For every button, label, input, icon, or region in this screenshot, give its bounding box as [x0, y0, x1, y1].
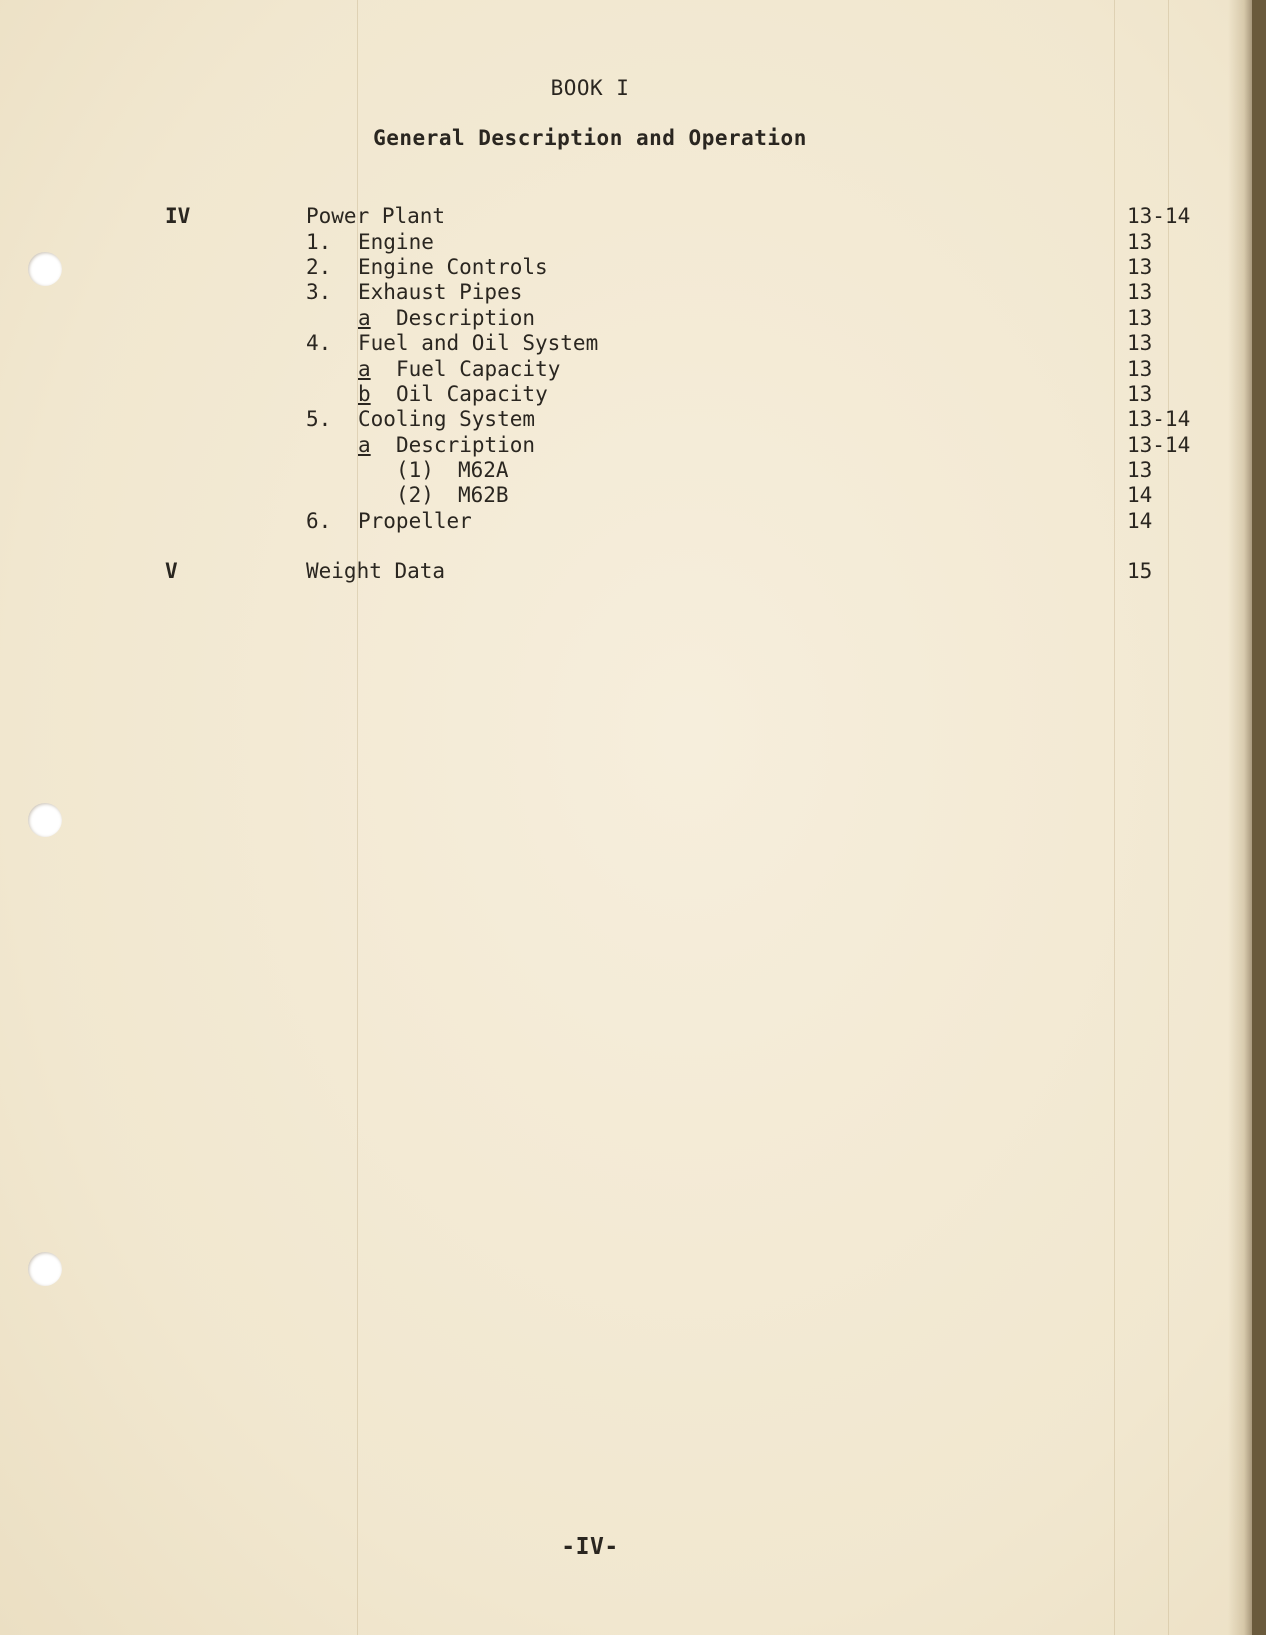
toc-row — [0, 229, 1252, 255]
toc-row — [0, 432, 1252, 458]
toc-page-numbers: 13 — [1127, 255, 1153, 279]
toc-row — [0, 305, 1252, 331]
toc-page-numbers: 13 — [1127, 331, 1153, 355]
toc-item-number: 6. — [306, 509, 332, 533]
toc-item-title: Cooling System — [358, 407, 536, 431]
toc-item-title: Description — [396, 433, 536, 457]
toc-item-number: 4. — [306, 331, 332, 355]
toc-item-number: (1) — [396, 458, 434, 482]
toc-item-number: 2. — [306, 255, 332, 279]
toc-page-numbers: 13 — [1127, 306, 1153, 330]
toc-row — [0, 457, 1252, 483]
toc-page-numbers: 13 — [1127, 280, 1153, 304]
toc-item-number: (2) — [396, 483, 434, 507]
toc-row — [0, 558, 1252, 584]
toc-item-number: b — [358, 382, 371, 406]
toc-page-numbers: 13 — [1127, 230, 1153, 254]
toc-item-title: Oil Capacity — [396, 382, 548, 406]
toc-roman-numeral: V — [165, 559, 178, 583]
punch-hole — [28, 803, 62, 837]
toc-page-numbers: 13 — [1127, 458, 1153, 482]
page-number: -IV- — [561, 1534, 619, 1560]
toc-item-title: Exhaust Pipes — [358, 280, 523, 304]
toc-item-title: Description — [396, 306, 536, 330]
toc-item-number: 5. — [306, 407, 332, 431]
toc-item-title: M62B — [458, 483, 509, 507]
toc-item-number: a — [358, 357, 371, 381]
toc-page-numbers: 13-14 — [1127, 204, 1191, 228]
toc-row — [0, 406, 1252, 432]
toc-page-numbers: 13-14 — [1127, 407, 1191, 431]
toc-item-title: Propeller — [358, 509, 472, 533]
toc-item-title: Engine Controls — [358, 255, 548, 279]
toc-page-numbers: 13-14 — [1127, 433, 1191, 457]
toc-item-number: a — [358, 306, 371, 330]
toc-item-title: Power Plant — [306, 204, 446, 228]
toc-page-numbers: 15 — [1127, 559, 1153, 583]
toc-item-title: Fuel Capacity — [396, 357, 561, 381]
toc-page-numbers: 13 — [1127, 357, 1153, 381]
toc-row — [0, 508, 1252, 534]
toc-page-numbers: 13 — [1127, 382, 1153, 406]
toc-row — [0, 279, 1252, 305]
toc-row — [0, 203, 1252, 229]
toc-item-title: Weight Data — [306, 559, 446, 583]
punch-hole — [28, 1252, 62, 1286]
toc-item-number: 1. — [306, 230, 332, 254]
toc-roman-numeral: IV — [165, 204, 191, 228]
toc-item-number: 3. — [306, 280, 332, 304]
book-title: BOOK I — [550, 76, 630, 100]
section-title: General Description and Operation — [373, 126, 807, 150]
toc-item-title: Fuel and Oil System — [358, 331, 599, 355]
toc-item-title: Engine — [358, 230, 434, 254]
toc-page-numbers: 14 — [1127, 483, 1153, 507]
toc-row — [0, 381, 1252, 407]
toc-page-numbers: 14 — [1127, 509, 1153, 533]
toc-row — [0, 356, 1252, 382]
toc-item-title: M62A — [458, 458, 509, 482]
toc-row — [0, 482, 1252, 508]
toc-row — [0, 254, 1252, 280]
toc-row — [0, 330, 1252, 356]
toc-item-number: a — [358, 433, 371, 457]
